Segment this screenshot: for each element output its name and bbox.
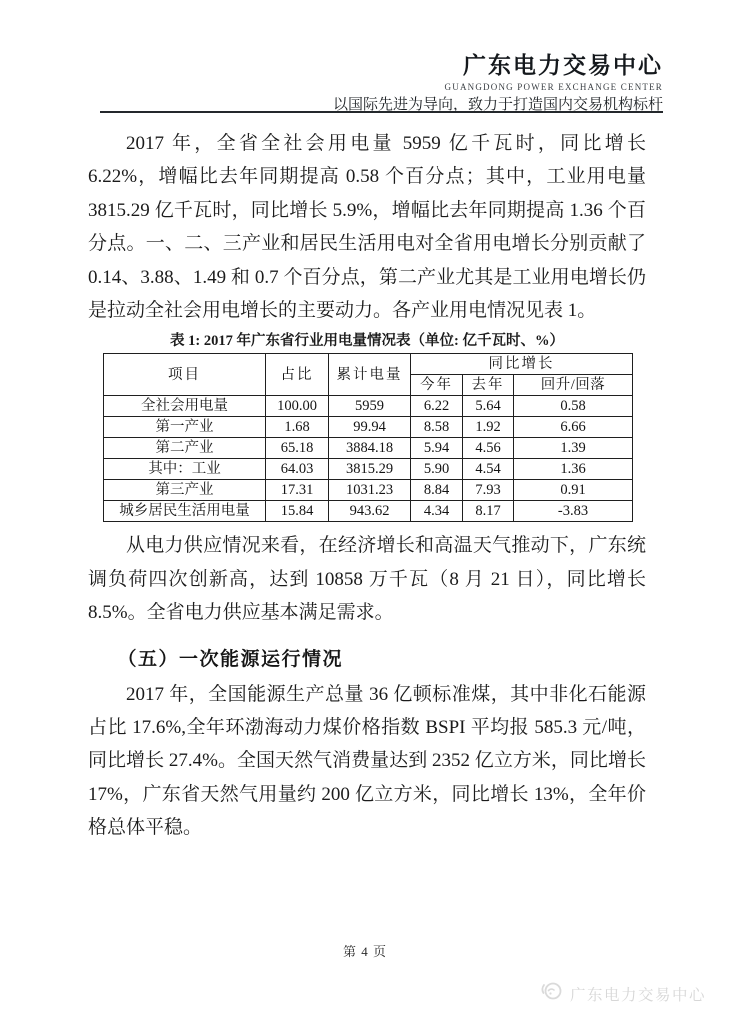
table-row (104, 480, 633, 501)
table-cell: 99.94 (329, 417, 411, 438)
table-cell: 943.62 (329, 501, 411, 522)
paragraph-primary-energy: 2017 年，全国能源生产总量 36 亿顿标准煤，其中非化石能源占比 17.6%,全年环渤海动力煤价格指数 BSPI 平均报 585.3 元/吨，同比增长 27.4%。全国天然气消费量达到 2352 亿立方米，同比增长 17%，广东省天然气用量约 200 亿立方米，同比增长 13%，全年价格总体平稳。 (88, 683, 646, 839)
table-cell: 1031.23 (329, 480, 411, 501)
table-row (104, 438, 633, 459)
letterhead (333, 52, 663, 114)
table-row (104, 396, 633, 417)
watermark (539, 980, 706, 1007)
watermark-text: 广东电力交易中心 (569, 986, 706, 1004)
table-cell: 5.90 (411, 459, 463, 480)
watermark-logo-icon (539, 980, 563, 1007)
table-cell: 其中：工业 (104, 459, 266, 480)
col-header-yoy-group: 同比增长 (411, 354, 633, 375)
table-cell: 15.84 (266, 501, 329, 522)
table-cell: 65.18 (266, 438, 329, 459)
table-cell: 64.03 (266, 459, 329, 480)
table-cell: 4.34 (411, 501, 463, 522)
paragraph-power-supply: 从电力供应情况来看，在经济增长和高温天气推动下，广东统调负荷四次创新高，达到 10858 万千瓦（8 月 21 日），同比增长 8.5%。全省电力供应基本满足需求。 (88, 535, 646, 624)
section-heading-primary-energy: （五）一次能源运行情况 (117, 648, 343, 670)
table-cell: -3.83 (514, 501, 633, 522)
table-cell: 6.66 (514, 417, 633, 438)
table-header-row-1 (104, 354, 633, 375)
table-cell: 1.39 (514, 438, 633, 459)
table-cell: 8.84 (411, 480, 463, 501)
table-cell: 8.17 (463, 501, 514, 522)
table-cell: 3815.29 (329, 459, 411, 480)
paragraph-electricity-consumption: 2017 年，全省全社会用电量 5959 亿千瓦时，同比增长 6.22%，增幅比去年同期提高 0.58 个百分点；其中，工业用电量 3815.29 亿千瓦时，同比增长 5.9%，增幅比去年同期提高 1.36 个百分点。一、二、三产业和居民生活用电对全省用电增长分别贡献了 0.14、3.88、1.49 和 0.7 个百分点，第二产业尤其是工业用电增长仍是拉动全社会用电增长的主要动力。各产业用电情况见表 1。 (88, 133, 646, 322)
electricity-usage-table (103, 353, 633, 522)
col-header-cumulative: 累计电量 (329, 354, 411, 396)
table-cell: 1.92 (463, 417, 514, 438)
table-cell: 全社会用电量 (104, 396, 266, 417)
table-row (104, 417, 633, 438)
table-caption: 表 1: 2017 年广东省行业用电量情况表（单位: 亿千瓦时、%） (170, 333, 564, 350)
col-header-item: 项目 (104, 354, 266, 396)
col-header-change: 回升/回落 (514, 375, 633, 396)
table-cell: 5959 (329, 396, 411, 417)
table-cell: 第二产业 (104, 438, 266, 459)
table-body (104, 396, 633, 522)
org-title: 广东电力交易中心 (463, 52, 663, 78)
table-cell: 5.64 (463, 396, 514, 417)
table-row (104, 501, 633, 522)
table-cell: 3884.18 (329, 438, 411, 459)
header-divider (100, 111, 663, 113)
col-header-last-year: 去年 (463, 375, 514, 396)
table-cell: 7.93 (463, 480, 514, 501)
org-tagline: 以国际先进为导向，致力于打造国内交易机构标杆 (332, 96, 663, 113)
table-cell: 6.22 (411, 396, 463, 417)
table-cell: 城乡居民生活用电量 (104, 501, 266, 522)
table-cell: 0.91 (514, 480, 633, 501)
page-number: 第 4 页 (342, 944, 387, 959)
table-cell: 1.68 (266, 417, 329, 438)
table-cell: 5.94 (411, 438, 463, 459)
table-cell: 第三产业 (104, 480, 266, 501)
table-cell: 100.00 (266, 396, 329, 417)
table-row (104, 459, 633, 480)
col-header-this-year: 今年 (411, 375, 463, 396)
table-cell: 4.56 (463, 438, 514, 459)
col-header-share: 占比 (266, 354, 329, 396)
org-subtitle-en: GUANGDONG POWER EXCHANGE CENTER (444, 82, 663, 92)
table-cell: 第一产业 (104, 417, 266, 438)
document-body (88, 120, 646, 845)
table-cell: 4.54 (463, 459, 514, 480)
table-cell: 8.58 (411, 417, 463, 438)
table-cell: 17.31 (266, 480, 329, 501)
table-cell: 1.36 (514, 459, 633, 480)
table-cell: 0.58 (514, 396, 633, 417)
